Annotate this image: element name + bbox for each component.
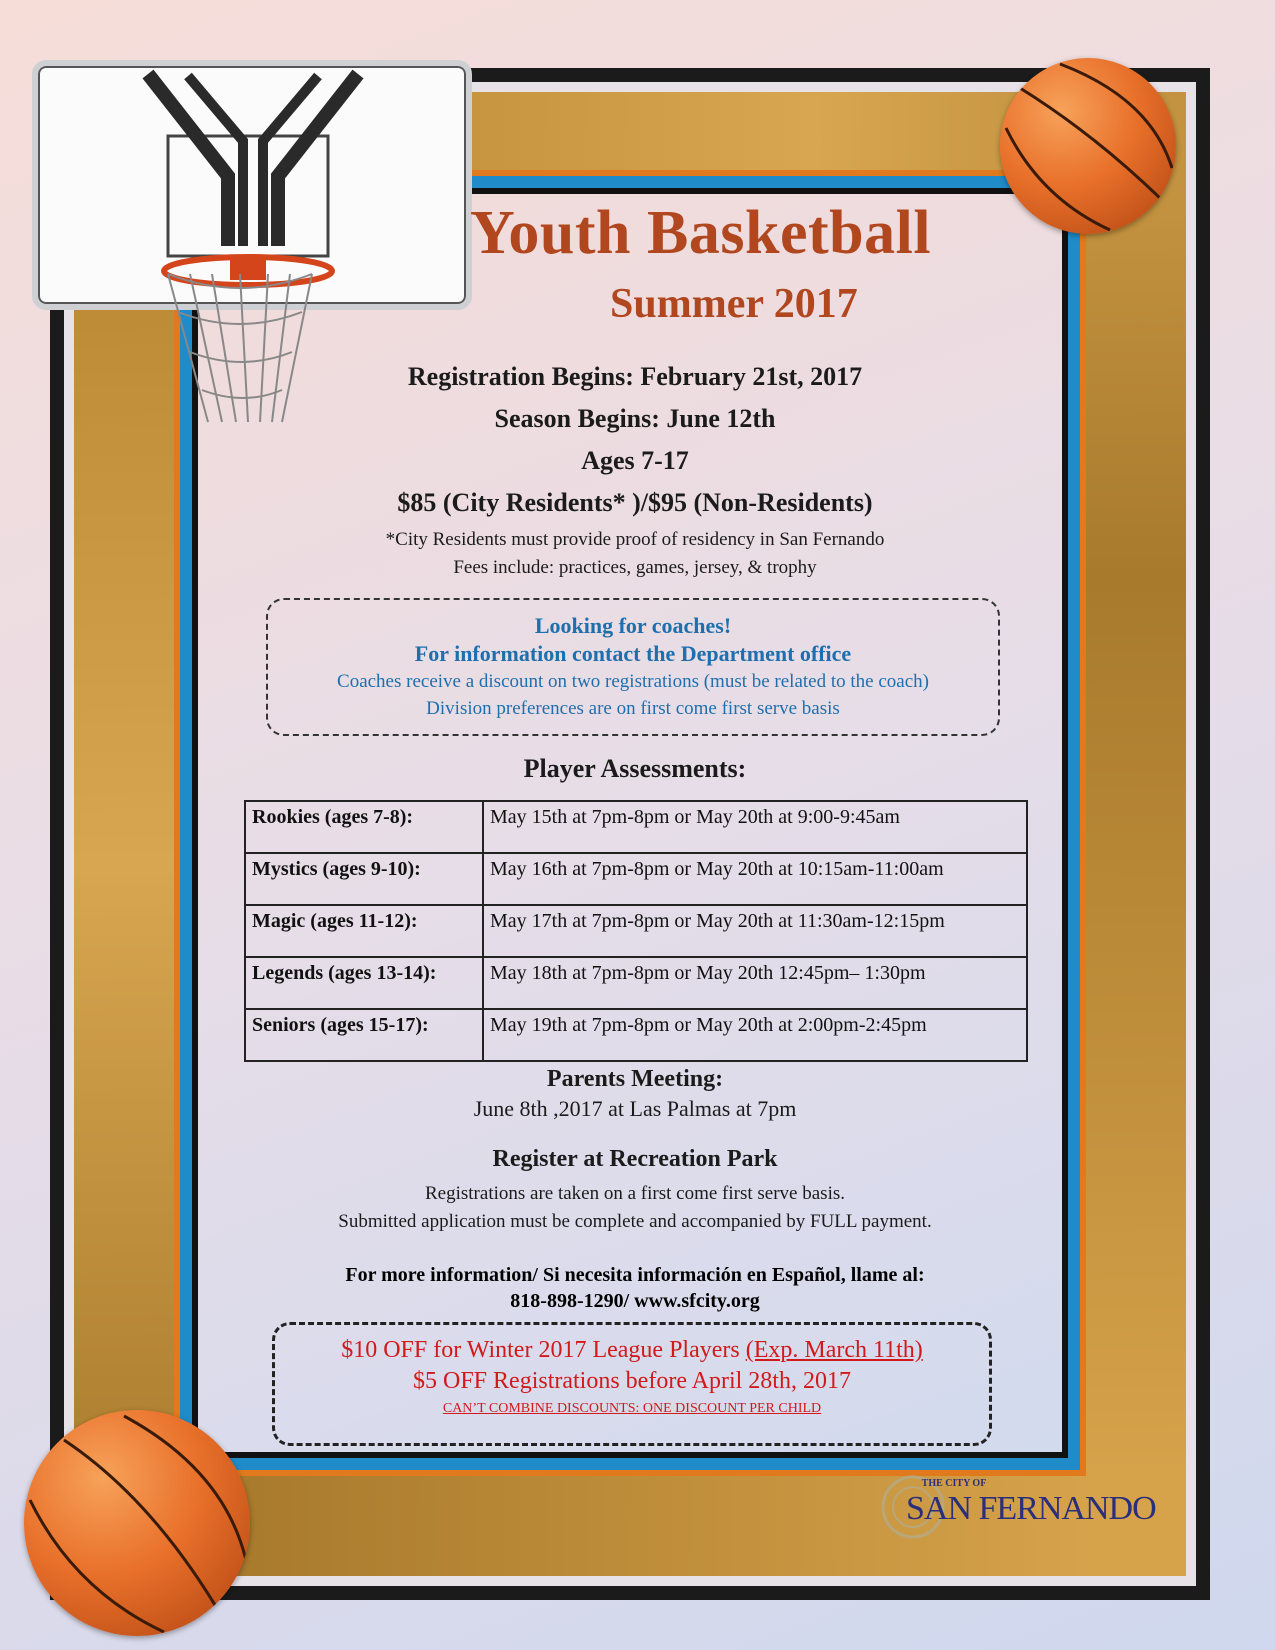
schedule-cell: May 18th at 7pm-8pm or May 20th 12:45pm– 1:30pm bbox=[483, 957, 1027, 1009]
city-logo bbox=[880, 1474, 1156, 1554]
parents-detail: June 8th ,2017 at Las Palmas at 7pm bbox=[473, 1096, 797, 1121]
division-cell: Rookies (ages 7-8): bbox=[245, 801, 483, 853]
table-row bbox=[245, 1009, 1027, 1061]
discount-callout bbox=[272, 1322, 992, 1446]
season-start: Season Begins: June 12th bbox=[494, 404, 776, 433]
table-row bbox=[245, 853, 1027, 905]
assessments-table bbox=[244, 800, 1028, 1062]
fees-include: Fees include: practices, games, jersey, & trophy bbox=[453, 557, 817, 578]
register-block bbox=[260, 1142, 1010, 1236]
promo-winter-text: $10 OFF for Winter 2017 League Players bbox=[341, 1337, 746, 1363]
division-cell: Magic (ages 11-12): bbox=[245, 905, 483, 957]
contact-phone-web[interactable]: 818-898-1290/ www.sfcity.org bbox=[510, 1290, 760, 1312]
coaches-heading: Looking for coaches! bbox=[534, 613, 732, 638]
table-row bbox=[245, 957, 1027, 1009]
basketball-icon bbox=[24, 1410, 250, 1636]
page-subtitle: Summer 2017 bbox=[610, 281, 858, 327]
page-title: Youth Basketball bbox=[470, 199, 932, 267]
coaches-contact: For information contact the Department office bbox=[414, 641, 852, 666]
logo-name: SAN FERNANDO bbox=[906, 1490, 1156, 1527]
division-cell: Seniors (ages 15-17): bbox=[245, 1009, 483, 1061]
assessments-heading: Player Assessments: bbox=[523, 754, 747, 783]
coaches-callout bbox=[266, 598, 1000, 736]
coaches-discount: Coaches receive a discount on two registrations (must be related to the coach) bbox=[337, 671, 929, 692]
contact-line-1: For more information/ Si necesita información en Español, llame al: bbox=[345, 1264, 925, 1286]
hoop-icon bbox=[38, 66, 466, 304]
register-line-1: Registrations are taken on a first come first serve basis. bbox=[425, 1183, 845, 1204]
parents-meeting bbox=[260, 1064, 1010, 1124]
table-row bbox=[245, 801, 1027, 853]
division-cell: Legends (ages 13-14): bbox=[245, 957, 483, 1009]
parents-heading: Parents Meeting: bbox=[546, 1066, 724, 1092]
promo-early: $5 OFF Registrations before April 28th, 2017 bbox=[413, 1368, 851, 1394]
promo-winter bbox=[275, 1337, 989, 1364]
residency-note: *City Residents must provide proof of residency in San Fernando bbox=[385, 529, 885, 550]
coaches-division-note: Division preferences are on first come first serve basis bbox=[426, 698, 840, 719]
promo-disclaimer: CAN’T COMBINE DISCOUNTS: ONE DISCOUNT PER CHILD bbox=[442, 1401, 822, 1416]
schedule-cell: May 16th at 7pm-8pm or May 20th at 10:15am-11:00am bbox=[483, 853, 1027, 905]
age-range: Ages 7-17 bbox=[581, 446, 689, 475]
schedule-cell: May 19th at 7pm-8pm or May 20th at 2:00pm-2:45pm bbox=[483, 1009, 1027, 1061]
registration-date: Registration Begins: February 21st, 2017 bbox=[407, 362, 863, 391]
promo-winter-expiry: (Exp. March 11th) bbox=[745, 1337, 923, 1363]
table-row bbox=[245, 905, 1027, 957]
logo-small-text: THE CITY OF bbox=[921, 1478, 987, 1489]
schedule-cell: May 15th at 7pm-8pm or May 20th at 9:00-9:45am bbox=[483, 801, 1027, 853]
division-cell: Mystics (ages 9-10): bbox=[245, 853, 483, 905]
contact-block bbox=[240, 1262, 1030, 1314]
register-heading: Register at Recreation Park bbox=[492, 1146, 778, 1172]
register-line-2: Submitted application must be complete and accompanied by FULL payment. bbox=[338, 1211, 932, 1232]
schedule-cell: May 17th at 7pm-8pm or May 20th at 11:30am-12:15pm bbox=[483, 905, 1027, 957]
details-block bbox=[260, 356, 1010, 582]
fees: $85 (City Residents* )/$95 (Non-Residents) bbox=[397, 488, 873, 517]
